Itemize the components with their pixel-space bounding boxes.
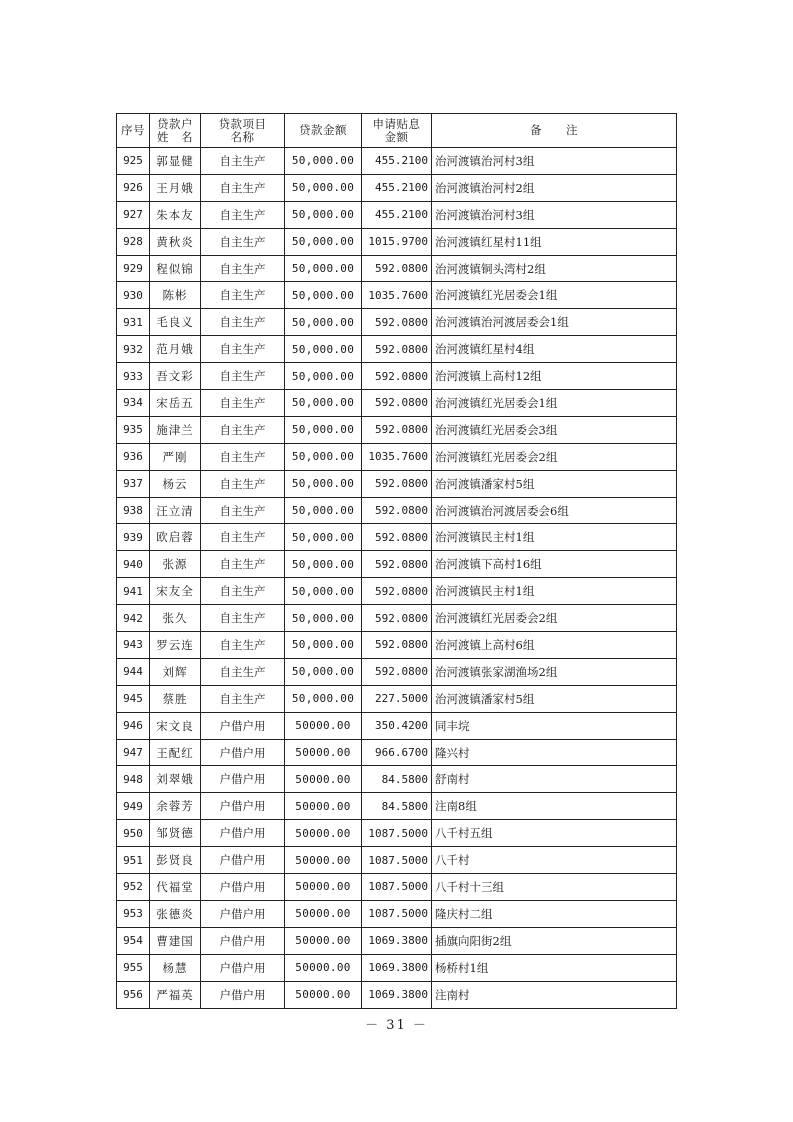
row-seq: 939: [117, 524, 150, 551]
table-row: [117, 632, 677, 659]
row-project: 户借户用: [201, 874, 285, 901]
row-project: 自主生产: [201, 309, 285, 336]
table-row: [117, 605, 677, 632]
row-borrower-name: 范月娥: [150, 336, 201, 363]
row-subsidy-amount: 1035.7600: [362, 443, 432, 470]
row-project: 自主生产: [201, 685, 285, 712]
row-subsidy-amount: 1087.5000: [362, 900, 432, 927]
row-remark: 治河渡镇红光居委会1组: [432, 390, 677, 417]
row-remark: 治河渡镇上高村12组: [432, 363, 677, 390]
table-row: [117, 363, 677, 390]
row-seq: 956: [117, 981, 150, 1008]
row-project: 自主生产: [201, 228, 285, 255]
row-subsidy-amount: 592.0800: [362, 658, 432, 685]
header-borrower: [150, 114, 201, 148]
row-borrower-name: 曹建国: [150, 927, 201, 954]
row-seq: 950: [117, 820, 150, 847]
row-remark: 治河渡镇红光居委会1组: [432, 282, 677, 309]
row-subsidy-amount: 592.0800: [362, 551, 432, 578]
row-seq: 946: [117, 712, 150, 739]
row-project: 自主生产: [201, 201, 285, 228]
table-row: [117, 927, 677, 954]
row-loan-amount: 50,000.00: [285, 309, 362, 336]
table-row: [117, 470, 677, 497]
row-borrower-name: 毛良义: [150, 309, 201, 336]
row-subsidy-amount: 966.6700: [362, 739, 432, 766]
row-borrower-name: 程似锦: [150, 255, 201, 282]
row-seq: 947: [117, 739, 150, 766]
row-loan-amount: 50,000.00: [285, 228, 362, 255]
row-seq: 925: [117, 148, 150, 175]
table-row: [117, 390, 677, 417]
row-borrower-name: 严刚: [150, 443, 201, 470]
row-subsidy-amount: 592.0800: [362, 470, 432, 497]
row-borrower-name: 杨慧: [150, 954, 201, 981]
header-project-line1: 贷款项目: [218, 116, 267, 131]
header-subsidy: [362, 114, 432, 148]
row-loan-amount: 50,000.00: [285, 497, 362, 524]
row-loan-amount: 50000.00: [285, 900, 362, 927]
table-row: [117, 201, 677, 228]
row-project: 自主生产: [201, 605, 285, 632]
row-loan-amount: 50,000.00: [285, 416, 362, 443]
row-remark: 治河渡镇红光居委会3组: [432, 416, 677, 443]
row-project: 自主生产: [201, 363, 285, 390]
table-row: [117, 578, 677, 605]
table-header-row: [117, 114, 677, 148]
row-loan-amount: 50,000.00: [285, 282, 362, 309]
header-amount: 贷款金额: [285, 114, 362, 148]
row-subsidy-amount: 350.4200: [362, 712, 432, 739]
row-remark: 注南村: [432, 981, 677, 1008]
row-subsidy-amount: 84.5800: [362, 793, 432, 820]
table-row: [117, 766, 677, 793]
row-subsidy-amount: 592.0800: [362, 336, 432, 363]
row-remark: 八千村: [432, 847, 677, 874]
row-project: 户借户用: [201, 847, 285, 874]
row-subsidy-amount: 592.0800: [362, 578, 432, 605]
row-remark: 八千村十三组: [432, 874, 677, 901]
row-borrower-name: 严福英: [150, 981, 201, 1008]
row-borrower-name: 杨云: [150, 470, 201, 497]
row-borrower-name: 邹贤德: [150, 820, 201, 847]
header-remark: 备 注: [432, 114, 677, 148]
table-row: [117, 954, 677, 981]
row-seq: 955: [117, 954, 150, 981]
table-row: [117, 228, 677, 255]
table-row: [117, 981, 677, 1008]
row-borrower-name: 王配红: [150, 739, 201, 766]
header-subsidy-line2: 金额: [384, 129, 409, 144]
row-subsidy-amount: 84.5800: [362, 766, 432, 793]
row-loan-amount: 50,000.00: [285, 578, 362, 605]
table-row: [117, 685, 677, 712]
row-loan-amount: 50,000.00: [285, 363, 362, 390]
row-remark: 治河渡镇上高村6组: [432, 632, 677, 659]
row-seq: 943: [117, 632, 150, 659]
row-loan-amount: 50,000.00: [285, 148, 362, 175]
row-subsidy-amount: 592.0800: [362, 605, 432, 632]
row-seq: 936: [117, 443, 150, 470]
row-remark: 隆庆村二组: [432, 900, 677, 927]
table-row: [117, 336, 677, 363]
row-borrower-name: 陈彬: [150, 282, 201, 309]
row-seq: 938: [117, 497, 150, 524]
row-seq: 933: [117, 363, 150, 390]
row-borrower-name: 施津兰: [150, 416, 201, 443]
row-project: 户借户用: [201, 793, 285, 820]
row-subsidy-amount: 1069.3800: [362, 981, 432, 1008]
row-seq: 941: [117, 578, 150, 605]
row-project: 户借户用: [201, 927, 285, 954]
header-borrower-line1: 贷款户: [157, 116, 193, 131]
row-project: 自主生产: [201, 632, 285, 659]
row-borrower-name: 王月娥: [150, 174, 201, 201]
row-seq: 952: [117, 874, 150, 901]
row-project: 户借户用: [201, 766, 285, 793]
row-loan-amount: 50000.00: [285, 793, 362, 820]
row-remark: 治河渡镇下高村16组: [432, 551, 677, 578]
table-body: [117, 148, 677, 1009]
loan-subsidy-table: [116, 113, 677, 1009]
row-subsidy-amount: 592.0800: [362, 416, 432, 443]
table-row: [117, 820, 677, 847]
row-subsidy-amount: 592.0800: [362, 363, 432, 390]
row-project: 自主生产: [201, 470, 285, 497]
row-project: 自主生产: [201, 658, 285, 685]
row-borrower-name: 欧启蓉: [150, 524, 201, 551]
header-project: [201, 114, 285, 148]
table-row: [117, 443, 677, 470]
row-loan-amount: 50,000.00: [285, 255, 362, 282]
row-project: 自主生产: [201, 578, 285, 605]
row-loan-amount: 50,000.00: [285, 390, 362, 417]
row-remark: 治河渡镇潘家村5组: [432, 685, 677, 712]
row-borrower-name: 宋友全: [150, 578, 201, 605]
row-loan-amount: 50,000.00: [285, 443, 362, 470]
table-row: [117, 739, 677, 766]
row-seq: 953: [117, 900, 150, 927]
row-loan-amount: 50000.00: [285, 981, 362, 1008]
row-seq: 926: [117, 174, 150, 201]
row-loan-amount: 50,000.00: [285, 201, 362, 228]
row-seq: 945: [117, 685, 150, 712]
row-seq: 951: [117, 847, 150, 874]
row-subsidy-amount: 455.2100: [362, 201, 432, 228]
row-project: 自主生产: [201, 255, 285, 282]
row-remark: 治河渡镇治河村3组: [432, 201, 677, 228]
row-loan-amount: 50000.00: [285, 739, 362, 766]
table-row: [117, 497, 677, 524]
row-project: 户借户用: [201, 820, 285, 847]
row-borrower-name: 朱本友: [150, 201, 201, 228]
row-subsidy-amount: 1069.3800: [362, 927, 432, 954]
row-borrower-name: 张德炎: [150, 900, 201, 927]
row-seq: 944: [117, 658, 150, 685]
table-row: [117, 900, 677, 927]
header-subsidy-line1: 申请贴息: [372, 116, 421, 131]
row-loan-amount: 50000.00: [285, 712, 362, 739]
page-number: － 31 －: [365, 1018, 428, 1033]
row-borrower-name: 余蓉芳: [150, 793, 201, 820]
row-seq: 935: [117, 416, 150, 443]
row-project: 自主生产: [201, 497, 285, 524]
row-subsidy-amount: 1069.3800: [362, 954, 432, 981]
row-seq: 949: [117, 793, 150, 820]
row-seq: 928: [117, 228, 150, 255]
row-borrower-name: 吾文彩: [150, 363, 201, 390]
row-remark: 治河渡镇红光居委会2组: [432, 605, 677, 632]
row-seq: 954: [117, 927, 150, 954]
row-subsidy-amount: 455.2100: [362, 174, 432, 201]
row-loan-amount: 50,000.00: [285, 685, 362, 712]
row-loan-amount: 50000.00: [285, 820, 362, 847]
row-remark: 治河渡镇铜头湾村2组: [432, 255, 677, 282]
row-remark: 插旗向阳街2组: [432, 927, 677, 954]
row-remark: 杨桥村1组: [432, 954, 677, 981]
table-row: [117, 416, 677, 443]
table-row: [117, 551, 677, 578]
table-row: [117, 174, 677, 201]
row-project: 户借户用: [201, 981, 285, 1008]
row-borrower-name: 罗云连: [150, 632, 201, 659]
row-subsidy-amount: 592.0800: [362, 309, 432, 336]
row-remark: 舒南村: [432, 766, 677, 793]
row-remark: 治河渡镇潘家村5组: [432, 470, 677, 497]
row-borrower-name: 代福堂: [150, 874, 201, 901]
row-remark: 治河渡镇治河村3组: [432, 148, 677, 175]
row-remark: 同丰垸: [432, 712, 677, 739]
row-subsidy-amount: 1035.7600: [362, 282, 432, 309]
row-project: 自主生产: [201, 524, 285, 551]
row-project: 户借户用: [201, 712, 285, 739]
row-borrower-name: 刘辉: [150, 658, 201, 685]
row-remark: 治河渡镇红星村11组: [432, 228, 677, 255]
row-seq: 929: [117, 255, 150, 282]
row-remark: 治河渡镇红光居委会2组: [432, 443, 677, 470]
row-remark: 注南8组: [432, 793, 677, 820]
row-remark: 治河渡镇民主村1组: [432, 524, 677, 551]
row-borrower-name: 蔡胜: [150, 685, 201, 712]
row-loan-amount: 50,000.00: [285, 524, 362, 551]
row-subsidy-amount: 592.0800: [362, 497, 432, 524]
table-row: [117, 874, 677, 901]
row-project: 户借户用: [201, 900, 285, 927]
row-loan-amount: 50,000.00: [285, 551, 362, 578]
row-borrower-name: 宋文良: [150, 712, 201, 739]
table-row: [117, 712, 677, 739]
row-seq: 942: [117, 605, 150, 632]
row-loan-amount: 50,000.00: [285, 632, 362, 659]
row-loan-amount: 50000.00: [285, 874, 362, 901]
row-subsidy-amount: 227.5000: [362, 685, 432, 712]
row-project: 自主生产: [201, 551, 285, 578]
row-loan-amount: 50,000.00: [285, 470, 362, 497]
table-row: [117, 658, 677, 685]
table-row: [117, 282, 677, 309]
row-subsidy-amount: 1015.9700: [362, 228, 432, 255]
row-subsidy-amount: 1087.5000: [362, 847, 432, 874]
loan-table-container: [116, 113, 676, 1009]
row-project: 自主生产: [201, 148, 285, 175]
row-borrower-name: 宋岳五: [150, 390, 201, 417]
row-subsidy-amount: 592.0800: [362, 632, 432, 659]
row-seq: 931: [117, 309, 150, 336]
row-project: 户借户用: [201, 954, 285, 981]
row-subsidy-amount: 1087.5000: [362, 874, 432, 901]
row-remark: 治河渡镇张家湖渔场2组: [432, 658, 677, 685]
row-borrower-name: 张源: [150, 551, 201, 578]
row-borrower-name: 汪立清: [150, 497, 201, 524]
row-loan-amount: 50,000.00: [285, 658, 362, 685]
row-project: 自主生产: [201, 390, 285, 417]
table-row: [117, 148, 677, 175]
row-remark: 八千村五组: [432, 820, 677, 847]
row-seq: 927: [117, 201, 150, 228]
row-subsidy-amount: 1087.5000: [362, 820, 432, 847]
header-borrower-line2: 姓 名: [157, 129, 193, 144]
row-remark: 治河渡镇治河渡居委会6组: [432, 497, 677, 524]
table-row: [117, 847, 677, 874]
row-loan-amount: 50,000.00: [285, 174, 362, 201]
row-subsidy-amount: 592.0800: [362, 255, 432, 282]
header-project-line2: 名称: [230, 129, 255, 144]
row-remark: 治河渡镇治河村2组: [432, 174, 677, 201]
row-subsidy-amount: 592.0800: [362, 390, 432, 417]
row-subsidy-amount: 455.2100: [362, 148, 432, 175]
row-remark: 治河渡镇治河渡居委会1组: [432, 309, 677, 336]
row-loan-amount: 50,000.00: [285, 605, 362, 632]
table-row: [117, 793, 677, 820]
table-row: [117, 255, 677, 282]
row-remark: 治河渡镇红星村4组: [432, 336, 677, 363]
table-row: [117, 524, 677, 551]
row-borrower-name: 彭贤良: [150, 847, 201, 874]
row-loan-amount: 50000.00: [285, 954, 362, 981]
table-row: [117, 309, 677, 336]
row-seq: 940: [117, 551, 150, 578]
row-project: 自主生产: [201, 443, 285, 470]
row-borrower-name: 黄秋炎: [150, 228, 201, 255]
row-project: 自主生产: [201, 416, 285, 443]
row-borrower-name: 郭显健: [150, 148, 201, 175]
row-project: 户借户用: [201, 739, 285, 766]
row-seq: 948: [117, 766, 150, 793]
header-seq: 序号: [117, 114, 150, 148]
row-subsidy-amount: 592.0800: [362, 524, 432, 551]
row-project: 自主生产: [201, 282, 285, 309]
row-seq: 934: [117, 390, 150, 417]
row-borrower-name: 刘翠娥: [150, 766, 201, 793]
row-project: 自主生产: [201, 174, 285, 201]
row-remark: 隆兴村: [432, 739, 677, 766]
row-project: 自主生产: [201, 336, 285, 363]
row-loan-amount: 50000.00: [285, 766, 362, 793]
row-seq: 932: [117, 336, 150, 363]
row-seq: 937: [117, 470, 150, 497]
row-seq: 930: [117, 282, 150, 309]
row-borrower-name: 张久: [150, 605, 201, 632]
row-remark: 治河渡镇民主村1组: [432, 578, 677, 605]
row-loan-amount: 50000.00: [285, 927, 362, 954]
row-loan-amount: 50,000.00: [285, 336, 362, 363]
row-loan-amount: 50000.00: [285, 847, 362, 874]
